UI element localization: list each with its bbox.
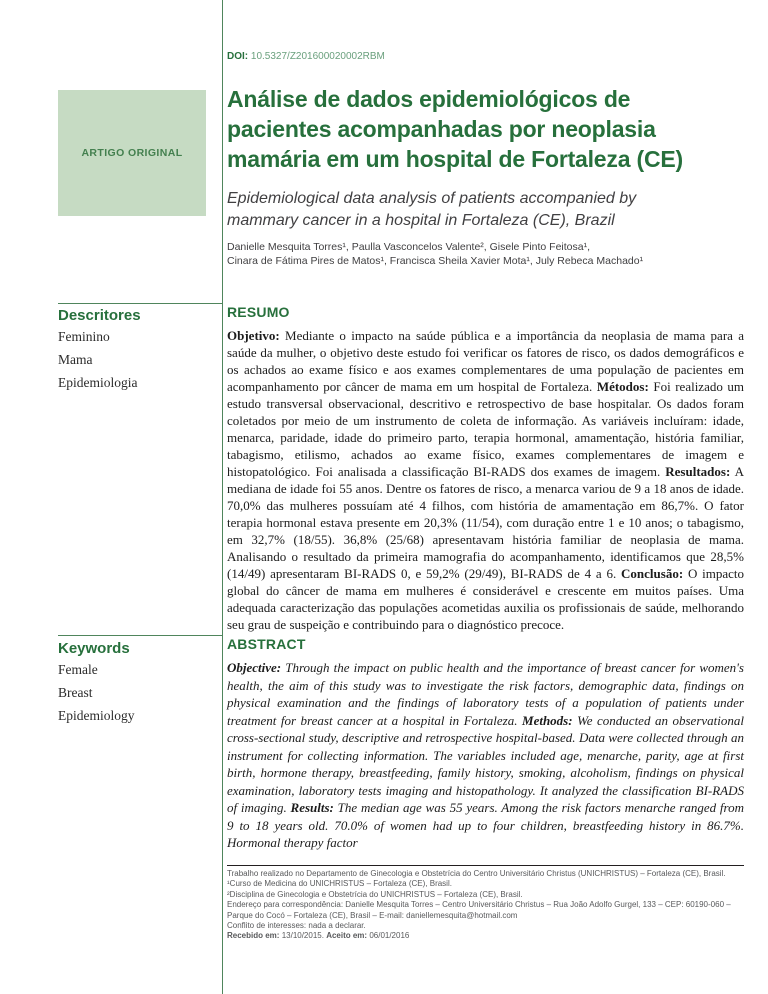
keyword-item: Female [58,662,98,677]
article-title-pt [227,84,747,174]
keyword-item: Breast [58,685,93,700]
footer-affiliation: Trabalho realizado no Departamento de Ginecologia e Obstetrícia do Centro Universitário Christus (UNICHRISTUS) – Fortaleza (CE), Brasil. [227,869,726,878]
resumo-text-metodos: Foi realizado um estudo transversal observacional, descritivo e retrospectivo de base hospitalar. Os dados foram coletados por meio de um instrumento de coleta de informação. As variáveis incluíram: idade, menarca, paridade, idade do primeiro parto, terapia hormonal, amamentação, história familiar, tabagismo, etilismo, achados ao exame físico, exames complementares de imagem e histopatológico. Foi analisada a classificação BI-RADS dos exames de imagem. [227,379,744,479]
abstract-label-results: Results: [290,800,334,815]
abstract-paragraph [227,659,744,852]
resumo-text-resultados: A mediana de idade foi 55 anos. Dentre os fatores de risco, a menarca variou de 9 a 18 anos de idade. 70,0% das mulheres possuíam até 4 filhos, com história de amamentação em 86,7%. O fator terapia hormonal estava presente em 20,3% (11/54), com duração entre 1 e 10 anos; o tabagismo, em 32,7% (18/55). 36,8% (25/68) apresentavam história familiar de neoplasia de mama. Analisando o resultado da primeira mamografia do acompanhamento, identificamos que 28,5% (14/49) apresentaram BI-RADS 0, e 59,2% (29/49), BI-RADS de 4 a 6. [227,464,745,581]
received-label: Recebido em: [227,931,280,941]
article-type-label: ARTIGO ORIGINAL [81,147,183,159]
vertical-divider [222,0,223,994]
title-line: mamária em um hospital de Fortaleza (CE) [227,146,683,172]
accepted-label: Aceito em: [326,931,368,941]
abstract-text-methods: We conducted an observational cross-sectional study, descriptive and retrospective hospital-based. Data were collected through an instrument for collecting information. The variables included age, menarche, parity, age at first birth, hormone therapy, breastfeeding, family history, smoking, alcoholism, findings on physical examination, laboratory tests imaging and histopathology. It analyzed the classification BI-RADS of imaging. [227,712,744,815]
title-line: Análise de dados epidemiológicos de [227,86,631,112]
keywords-list [58,658,135,727]
abstract-text-results: The median age was 55 years. Among the risk factors menarche ranged from 9 to 18 years old. 70.0% of women had up to four children, breastfeeding history in 86.7%. Hormonal therapy factor [227,800,744,850]
descritores-divider [58,303,222,304]
resumo-label-conclusao: Conclusão: [621,566,684,581]
authors-line: Danielle Mesquita Torres¹, Paulla Vasconcelos Valente², Gisele Pinto Feitosa¹, [227,241,591,253]
authors [227,240,747,268]
doi-label: DOI: [227,51,249,62]
resumo-label-resultados: Resultados: [665,464,731,479]
footer [227,869,744,942]
doi [227,51,385,62]
keywords-heading: Keywords [58,640,130,657]
footer-affiliation-2: ²Disciplina de Ginecologia e Obstetrícia do UNICHRISTUS – Fortaleza (CE), Brasil. [227,889,523,899]
article-title-en [227,188,747,232]
footer-affiliation-1: ¹Curso de Medicina do UNICHRISTUS – Fortaleza (CE), Brasil. [227,879,452,889]
resumo-paragraph [227,327,744,633]
footer-dates [227,931,744,941]
abstract-label-methods: Methods: [522,712,573,728]
resumo-text-conclusao: O impacto global do câncer de mama em mulheres é considerável e crescente em muitos países. Uma adequada caracterização das populações acometidas auxilia os profissionais de saúde, melhorando seu grau de suspeição e contribuindo para o diagnóstico precoce. [227,566,745,632]
footer-correspondence-address: Endereço para correspondência: Danielle Mesquita Torres – Centro Universitário Christus – Rua João Adolfo Gurgel, 133 – CEP: 60190-060 – Parque do Cocó – Fortaleza (CE), Brasil – E-mail: daniellemesquita@hotmail.com [227,900,731,920]
subtitle-line: Epidemiological data analysis of patients accompanied by [227,190,637,207]
resumo-label-metodos: Métodos: [596,379,649,394]
subtitle-line: mammary cancer in a hospital in Fortaleza (CE), Brazil [227,212,615,229]
keyword-item: Epidemiology [58,708,135,723]
descritores-list [58,325,137,394]
resumo-heading: RESUMO [227,304,290,320]
descritores-heading: Descritores [58,307,141,324]
authors-line: Cinara de Fátima Pires de Matos¹, Francisca Sheila Xavier Mota¹, July Rebeca Machado¹ [227,255,644,267]
descritor-item: Mama [58,352,93,367]
doi-value: 10.5327/Z201600020002RBM [250,51,385,62]
descritor-item: Epidemiologia [58,375,138,390]
abstract-heading: ABSTRACT [227,636,306,652]
abstract-text-objective: Through the impact on public health and the importance of breast cancer for women's health, the aim of this study was to investigate the risk factors, demographic data, findings on physical examination and the findings of laboratory tests of a population of patients under treatment for breast cancer at a hospital in Fortaleza. [227,660,744,728]
resumo-text-objetivo: Mediante o impacto na saúde pública e a importância da neoplasia de mama para a saúde da mulher, o objetivo deste estudo foi verificar os fatores de risco, os dados demográficos e os achados ao exame físico e aos exames complementares de uma população de pacientes em acompanhamento por câncer de mama em um hospital de Fortaleza. [227,328,744,394]
abstract-label-objective: Objective: [227,660,282,675]
resumo-label-objetivo: Objetivo: [227,328,280,343]
footer-divider [227,865,744,866]
title-line: pacientes acompanhadas por neoplasia [227,116,656,142]
keywords-divider [58,635,222,636]
accepted-value: 06/01/2016 [367,931,410,941]
footer-conflict-statement: Conflito de interesses: nada a declarar. [227,921,366,931]
descritor-item: Feminino [58,329,110,344]
article-type-badge [58,90,206,216]
received-value: 13/10/2015. [279,931,327,941]
